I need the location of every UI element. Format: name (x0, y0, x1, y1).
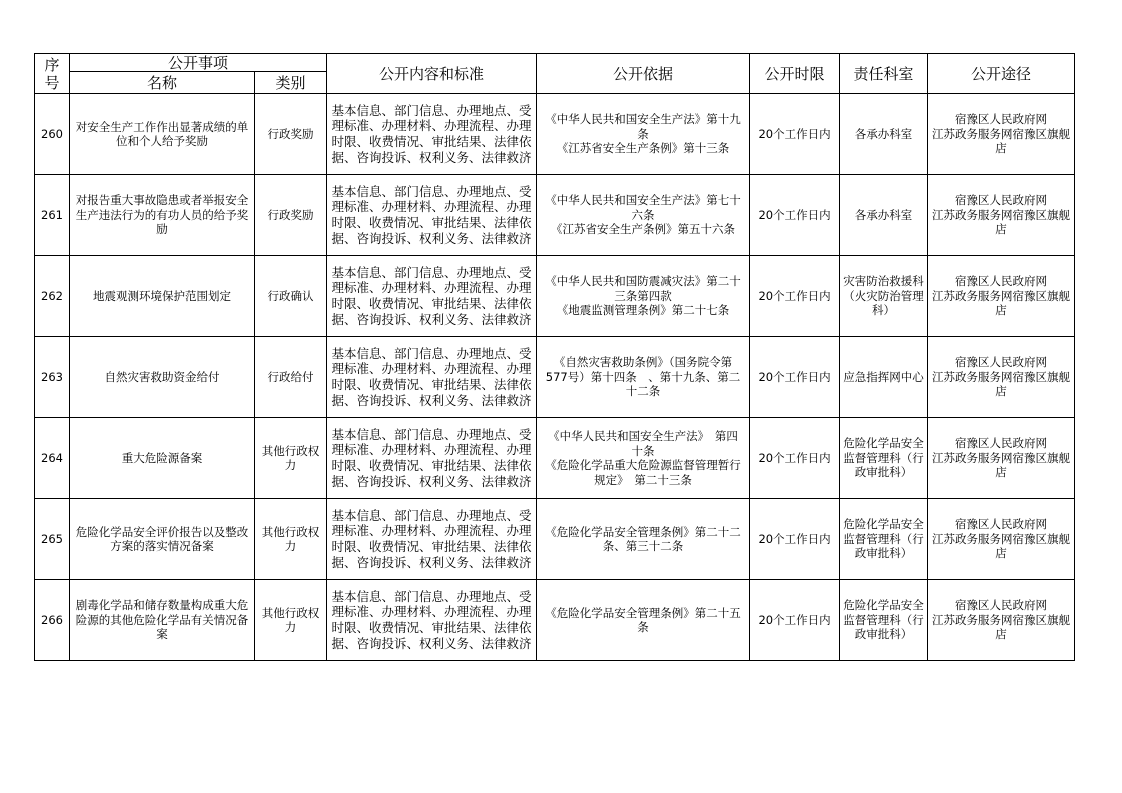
table-body (35, 94, 1075, 661)
cell-content: 基本信息、部门信息、办理地点、受理标准、办理材料、办理流程、办理时限、收费情况、审批结果、法律依据、咨询投诉、权利义务、法律救济 (327, 256, 537, 337)
table-row (35, 337, 1075, 418)
cell-content: 基本信息、部门信息、办理地点、受理标准、办理材料、办理流程、办理时限、收费情况、审批结果、法律依据、咨询投诉、权利义务、法律救济 (327, 418, 537, 499)
cell-category: 其他行政权力 (255, 499, 327, 580)
cell-time-limit: 20个工作日内 (750, 337, 840, 418)
cell-seq: 261 (35, 175, 70, 256)
table-row (35, 499, 1075, 580)
header-content: 公开内容和标准 (327, 54, 537, 94)
cell-basis: 《危险化学品安全管理条例》第二十五条 (537, 580, 750, 661)
cell-name: 自然灾害救助资金给付 (70, 337, 255, 418)
cell-name: 对报告重大事故隐患或者举报安全生产违法行为的有功人员的给予奖励 (70, 175, 255, 256)
cell-content: 基本信息、部门信息、办理地点、受理标准、办理材料、办理流程、办理时限、收费情况、审批结果、法律依据、咨询投诉、权利义务、法律救济 (327, 94, 537, 175)
cell-office: 危险化学品安全监督管理科（行政审批科） (840, 418, 928, 499)
cell-time-limit: 20个工作日内 (750, 256, 840, 337)
cell-office: 各承办科室 (840, 94, 928, 175)
cell-seq: 265 (35, 499, 70, 580)
cell-basis: 《中华人民共和国安全生产法》第十九条 《江苏省安全生产条例》第十三条 (537, 94, 750, 175)
table-header (35, 54, 1075, 94)
cell-name: 重大危险源备案 (70, 418, 255, 499)
cell-office: 灾害防治救援科（火灾防治管理科） (840, 256, 928, 337)
table-row (35, 256, 1075, 337)
cell-content: 基本信息、部门信息、办理地点、受理标准、办理材料、办理流程、办理时限、收费情况、审批结果、法律依据、咨询投诉、权利义务、法律救济 (327, 499, 537, 580)
cell-category: 行政确认 (255, 256, 327, 337)
cell-seq: 260 (35, 94, 70, 175)
cell-seq: 262 (35, 256, 70, 337)
cell-time-limit: 20个工作日内 (750, 94, 840, 175)
cell-content: 基本信息、部门信息、办理地点、受理标准、办理材料、办理流程、办理时限、收费情况、审批结果、法律依据、咨询投诉、权利义务、法律救济 (327, 580, 537, 661)
header-channel: 公开途径 (928, 54, 1075, 94)
cell-office: 应急指挥网中心 (840, 337, 928, 418)
table-row (35, 175, 1075, 256)
cell-basis: 《中华人民共和国安全生产法》第七十六条 《江苏省安全生产条例》第五十六条 (537, 175, 750, 256)
cell-category: 行政奖励 (255, 94, 327, 175)
cell-channel: 宿豫区人民政府网 江苏政务服务网宿豫区旗舰店 (928, 499, 1075, 580)
table-row (35, 94, 1075, 175)
cell-channel: 宿豫区人民政府网 江苏政务服务网宿豫区旗舰店 (928, 337, 1075, 418)
cell-time-limit: 20个工作日内 (750, 418, 840, 499)
cell-category: 行政给付 (255, 337, 327, 418)
cell-time-limit: 20个工作日内 (750, 175, 840, 256)
cell-content: 基本信息、部门信息、办理地点、受理标准、办理材料、办理流程、办理时限、收费情况、审批结果、法律依据、咨询投诉、权利义务、法律救济 (327, 337, 537, 418)
cell-channel: 宿豫区人民政府网 江苏政务服务网宿豫区旗舰店 (928, 256, 1075, 337)
header-group: 公开事项 (70, 54, 327, 72)
cell-name: 剧毒化学品和储存数量构成重大危险源的其他危险化学品有关情况备案 (70, 580, 255, 661)
header-name: 名称 (70, 72, 255, 94)
header-office: 责任科室 (840, 54, 928, 94)
disclosure-table (34, 53, 1075, 661)
cell-channel: 宿豫区人民政府网 江苏政务服务网宿豫区旗舰店 (928, 175, 1075, 256)
cell-basis: 《中华人民共和国安全生产法》 第四十条 《危险化学品重大危险源监督管理暂行规定》 第二十三条 (537, 418, 750, 499)
cell-category: 行政奖励 (255, 175, 327, 256)
cell-time-limit: 20个工作日内 (750, 499, 840, 580)
cell-category: 其他行政权力 (255, 418, 327, 499)
cell-time-limit: 20个工作日内 (750, 580, 840, 661)
cell-category: 其他行政权力 (255, 580, 327, 661)
cell-channel: 宿豫区人民政府网 江苏政务服务网宿豫区旗舰店 (928, 580, 1075, 661)
cell-content: 基本信息、部门信息、办理地点、受理标准、办理材料、办理流程、办理时限、收费情况、审批结果、法律依据、咨询投诉、权利义务、法律救济 (327, 175, 537, 256)
cell-office: 各承办科室 (840, 175, 928, 256)
header-category: 类别 (255, 72, 327, 94)
cell-channel: 宿豫区人民政府网 江苏政务服务网宿豫区旗舰店 (928, 94, 1075, 175)
cell-name: 对安全生产工作作出显著成绩的单位和个人给予奖励 (70, 94, 255, 175)
cell-basis: 《危险化学品安全管理条例》第二十二条、第三十二条 (537, 499, 750, 580)
cell-channel: 宿豫区人民政府网 江苏政务服务网宿豫区旗舰店 (928, 418, 1075, 499)
cell-office: 危险化学品安全监督管理科（行政审批科） (840, 580, 928, 661)
cell-name: 地震观测环境保护范围划定 (70, 256, 255, 337)
cell-office: 危险化学品安全监督管理科（行政审批科） (840, 499, 928, 580)
table-row (35, 418, 1075, 499)
header-seq: 序号 (35, 54, 70, 94)
cell-seq: 266 (35, 580, 70, 661)
cell-basis: 《中华人民共和国防震减灾法》第二十三条第四款 《地震监测管理条例》第二十七条 (537, 256, 750, 337)
cell-name: 危险化学品安全评价报告以及整改方案的落实情况备案 (70, 499, 255, 580)
cell-basis: 《自然灾害救助条例》（国务院令第577号）第十四条 、第十九条、第二十二条 (537, 337, 750, 418)
header-time-limit: 公开时限 (750, 54, 840, 94)
header-basis: 公开依据 (537, 54, 750, 94)
cell-seq: 264 (35, 418, 70, 499)
cell-seq: 263 (35, 337, 70, 418)
table-row (35, 580, 1075, 661)
